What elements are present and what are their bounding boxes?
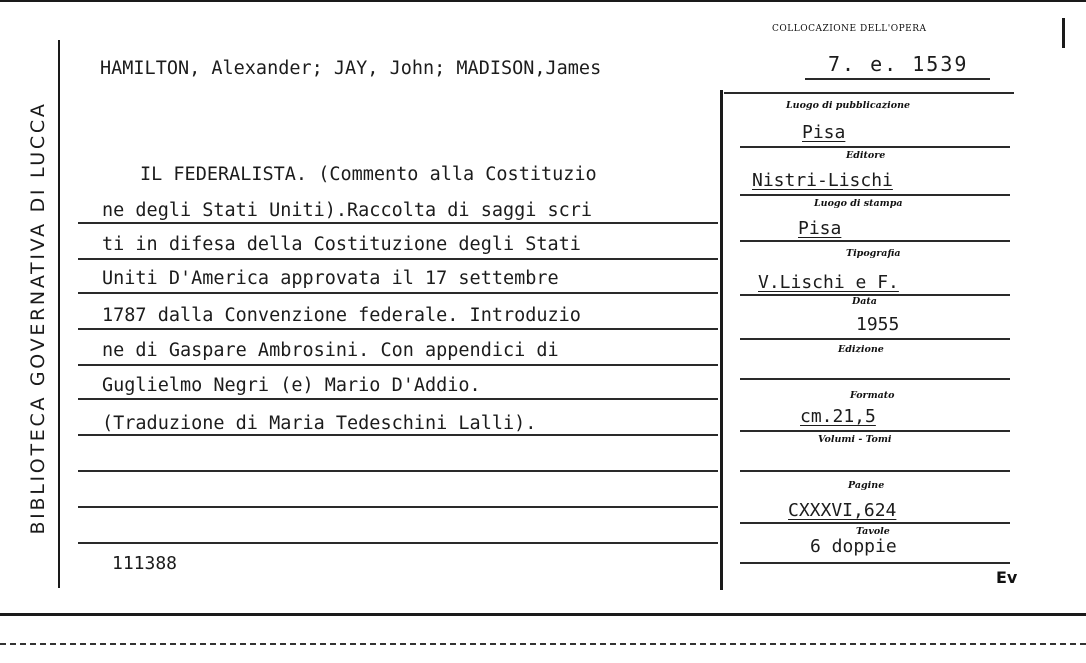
body-line-5: 1787 dalla Convenzione federale. Introduzio [102, 305, 581, 326]
body-rule-7 [78, 434, 718, 436]
rule-edizione [740, 378, 1010, 380]
rule-tavole [740, 562, 1010, 564]
top-edge-line [0, 0, 1086, 2]
value-luogo-stampa: Pisa [798, 218, 842, 239]
label-edizione: Edizione [838, 344, 884, 355]
collocation-underline [805, 78, 990, 80]
body-rule-6 [78, 398, 718, 400]
rule-luogo-stampa [740, 240, 1010, 242]
label-formato: Formato [850, 390, 895, 401]
body-line-4: Uniti D'America approvata il 17 settembre [102, 268, 559, 289]
authors-heading: HAMILTON, Alexander; JAY, John; MADISON,James [100, 58, 602, 79]
label-tavole: Tavole [856, 526, 890, 537]
label-pagine: Pagine [848, 480, 885, 491]
library-name: BIBLIOTECA GOVERNATIVA DI LUCCA [27, 101, 49, 535]
rule-data [740, 338, 1010, 340]
body-rule-9 [78, 506, 718, 508]
inventory-number: 111388 [112, 553, 178, 574]
label-volumi-tomi: Volumi - Tomi [818, 434, 892, 445]
value-pagine: CXXXVI,624 [788, 500, 897, 521]
body-rule-4 [78, 328, 718, 330]
label-editore: Editore [846, 150, 886, 161]
bottom-edge-line [0, 613, 1086, 616]
rule-formato [740, 430, 1010, 432]
collocation-value: 7. e. 1539 [828, 52, 969, 76]
body-rule-8 [78, 470, 718, 472]
corner-mark: Ev [996, 568, 1018, 587]
center-divider-rule [720, 90, 723, 590]
header-separator [724, 92, 1014, 94]
body-line-8: (Traduzione di Maria Tedeschini Lalli). [102, 413, 537, 434]
rule-pagine [740, 522, 1010, 524]
left-margin-rule [58, 40, 60, 588]
body-line-3: ti in difesa della Costituzione degli Stati [102, 234, 581, 255]
body-line-1: IL FEDERALISTA. (Commento alla Costituzio [140, 164, 597, 185]
value-tipografia: V.Lischi e F. [758, 272, 899, 293]
body-line-2: ne degli Stati Uniti).Raccolta di saggi scri [102, 200, 593, 221]
bottom-dashed-line [0, 643, 1086, 645]
rule-volumi-tomi [740, 470, 1010, 472]
value-formato: cm.21,5 [800, 406, 876, 427]
rule-luogo-pubblicazione [740, 146, 1010, 148]
value-luogo-pubblicazione: Pisa [802, 122, 846, 143]
body-rule-3 [78, 292, 718, 294]
label-luogo-stampa: Luogo di stampa [814, 198, 903, 209]
value-editore: Nistri-Lischi [752, 170, 893, 191]
body-line-7: Guglielmo Negri (e) Mario D'Addio. [102, 375, 481, 396]
body-rule-1 [78, 222, 718, 224]
right-edge-mark [1062, 18, 1065, 48]
label-luogo-pubblicazione: Luogo di pubblicazione [786, 100, 911, 111]
label-data: Data [852, 296, 877, 307]
value-tavole: 6 doppie [810, 536, 897, 557]
label-tipografia: Tipografia [846, 248, 901, 259]
body-line-6: ne di Gaspare Ambrosini. Con appendici di [102, 340, 559, 361]
body-rule-2 [78, 258, 718, 260]
rule-editore [740, 194, 1010, 196]
body-rule-10 [78, 542, 718, 544]
value-data: 1955 [856, 314, 900, 335]
collocation-label: COLLOCAZIONE DELL'OPERA [772, 24, 927, 34]
body-rule-5 [78, 364, 718, 366]
